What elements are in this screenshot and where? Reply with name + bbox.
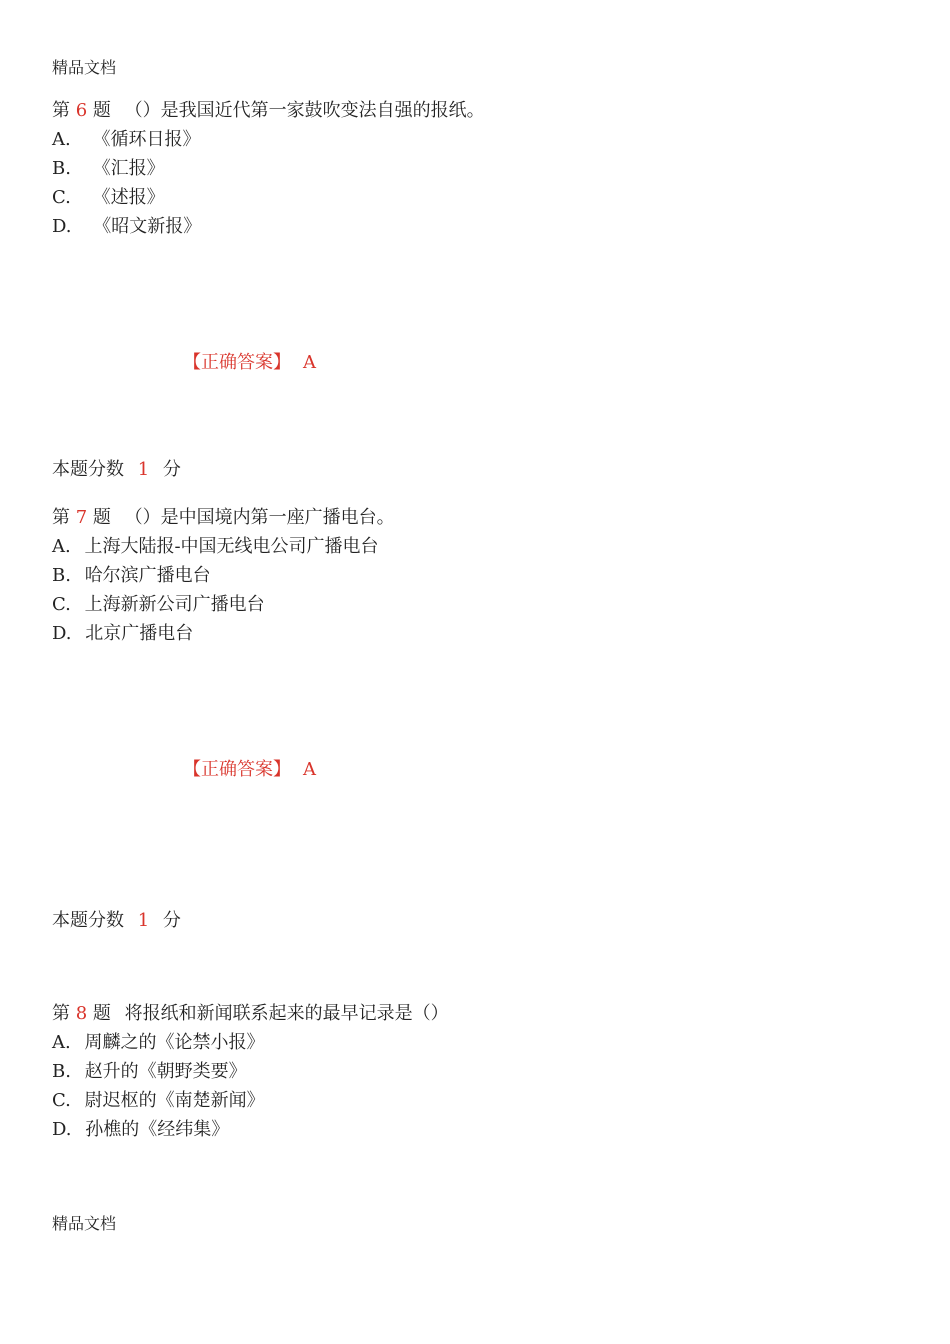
option-text: 北京广播电台 [85, 623, 194, 644]
question-7-score [52, 906, 181, 932]
question-8-option-d [52, 1115, 229, 1141]
question-prefix: 第 [52, 507, 70, 528]
option-text: 上海新新公司广播电台 [84, 594, 265, 615]
question-6-answer [183, 348, 316, 374]
question-7-option-c [52, 590, 265, 616]
option-label: B. [52, 1061, 71, 1082]
option-label: A. [52, 536, 71, 557]
option-label: D. [52, 1119, 72, 1140]
question-suffix: 题 [92, 507, 111, 528]
question-suffix: 题 [92, 100, 111, 121]
question-prefix: 第 [52, 1003, 70, 1024]
question-6-option-d [52, 212, 201, 238]
question-7-option-d [52, 619, 193, 645]
question-8-option-c [52, 1086, 265, 1112]
option-label: D. [52, 216, 72, 237]
question-6-option-a [52, 125, 200, 151]
option-text: 孙樵的《经纬集》 [85, 1119, 230, 1140]
question-number: 8 [75, 1003, 88, 1024]
question-text: 将报纸和新闻联系起来的最早记录是（） [124, 1003, 449, 1024]
question-text: （）是中国境内第一座广播电台。 [124, 507, 395, 528]
option-label: B. [52, 158, 71, 179]
question-8-option-b [52, 1057, 247, 1083]
option-text: 《汇报》 [92, 158, 165, 179]
question-8-option-a [52, 1028, 264, 1054]
score-prefix: 本题分数 [52, 459, 124, 480]
option-text: 上海大陆报-中国无线电公司广播电台 [84, 536, 379, 557]
option-text: 《循环日报》 [92, 129, 201, 150]
option-text: 赵升的《朝野类要》 [84, 1061, 247, 1082]
question-8-stem [52, 999, 449, 1025]
answer-label: 【正确答案】 [183, 759, 291, 780]
page-header: 精品文档 [52, 58, 117, 77]
option-label: A. [52, 1032, 71, 1053]
question-7-option-b [52, 561, 211, 587]
question-number: 6 [75, 100, 88, 121]
option-text: 《述报》 [92, 187, 165, 208]
question-7-option-a [52, 532, 379, 558]
page-footer: 精品文档 [52, 1214, 117, 1233]
question-prefix: 第 [52, 100, 70, 121]
option-text: 周麟之的《论禁小报》 [84, 1032, 265, 1053]
answer-value: A [303, 352, 316, 373]
option-text: 《昭文新报》 [93, 216, 202, 237]
question-number: 7 [75, 507, 88, 528]
score-prefix: 本题分数 [52, 910, 124, 931]
option-label: C. [52, 187, 71, 208]
question-7-answer [183, 755, 316, 781]
score-suffix: 分 [162, 910, 181, 931]
question-6-stem [52, 96, 485, 122]
option-text: 尉迟枢的《南楚新闻》 [84, 1090, 265, 1111]
question-text: （）是我国近代第一家鼓吹变法自强的报纸。 [124, 100, 485, 121]
question-suffix: 题 [92, 1003, 111, 1024]
question-6-option-b [52, 154, 165, 180]
score-value: 1 [137, 459, 150, 480]
question-7-stem [52, 503, 395, 529]
score-value: 1 [137, 910, 150, 931]
answer-value: A [303, 759, 316, 780]
option-label: A. [52, 129, 71, 150]
score-suffix: 分 [162, 459, 181, 480]
option-text: 哈尔滨广播电台 [84, 565, 211, 586]
option-label: C. [52, 1090, 71, 1111]
option-label: C. [52, 594, 71, 615]
option-label: B. [52, 565, 71, 586]
option-label: D. [52, 623, 72, 644]
answer-label: 【正确答案】 [183, 352, 291, 373]
question-6-score [52, 455, 181, 481]
question-6-option-c [52, 183, 165, 209]
